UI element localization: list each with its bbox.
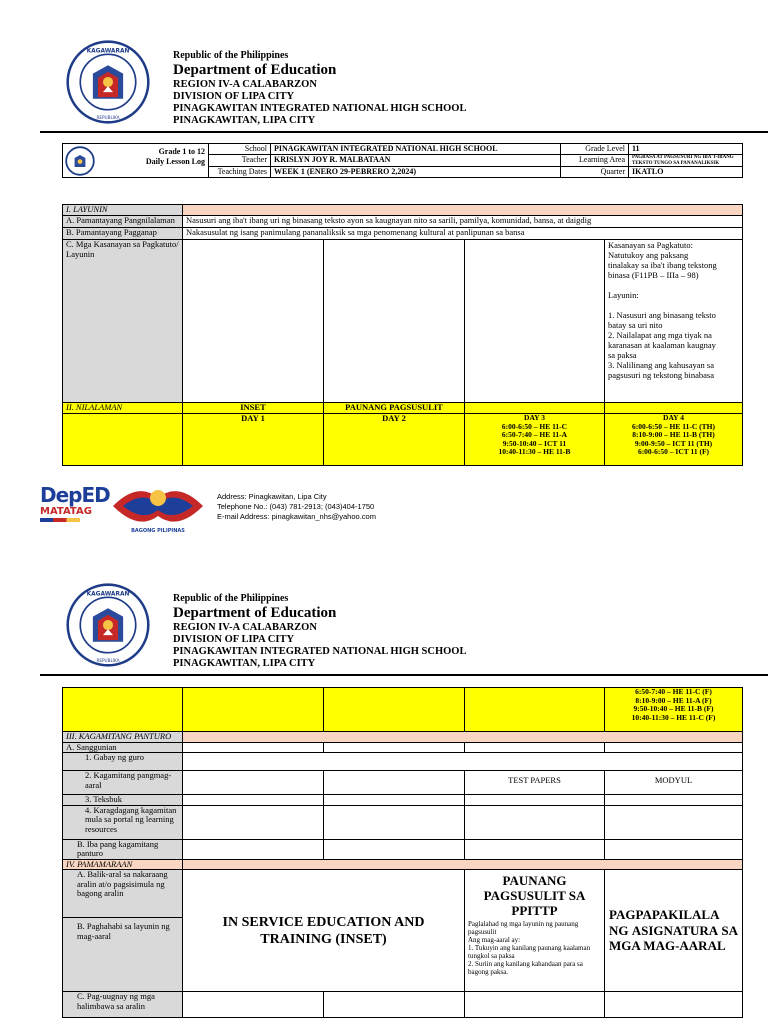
kasanayan-day2 — [324, 240, 465, 403]
kasanayan-line — [608, 280, 739, 290]
letterhead — [173, 50, 466, 127]
deped-seal-page2 — [66, 583, 150, 667]
bagong-pilipinas-logo — [108, 476, 208, 536]
department-text: Department of Education — [173, 62, 337, 78]
iba-pang-label: B. Iba pang kagamitang panturo — [63, 839, 183, 859]
dll-title-2: Daily Lesson Log — [145, 157, 205, 166]
kasanayan-day4 — [605, 240, 743, 403]
pagganap-label: B. Pamantayang Pagganap — [63, 228, 183, 240]
kasanayan-line: binasa (F11PB – IIIa – 98) — [608, 270, 699, 280]
kasanayan-line — [608, 300, 739, 310]
kasanayan-line: tinalakay sa iba't ibang tekstong — [608, 260, 717, 270]
kasanayan-line: Natutukoy ang paksang — [608, 250, 689, 260]
pagpapakilala-cell: PAGPAPAKILALA NG ASIGNATURA SA MGA MAG-AARAL — [605, 870, 743, 992]
address-text: PINAGKAWITAN, LIPA CITY — [173, 115, 316, 126]
deped-matatag-logo — [40, 483, 110, 522]
lesson-table-p1 — [62, 204, 743, 466]
kasanayan-line: 1. Nasusuri ang binasang teksto — [608, 310, 716, 320]
sanggunian-label: A. Sanggunian — [63, 742, 183, 753]
day3-schedule-line: 9:50-10:40 – ICT 11 — [502, 438, 567, 448]
teacher-value: KRISLYN JOY R. MALBATAAN — [271, 155, 561, 167]
kagamitang-band — [183, 732, 743, 743]
kasanayan-line: karanasan at kaalaman kaugnay — [608, 340, 716, 350]
paunang-cell — [465, 870, 605, 992]
kasanayan-line: Kasanayan sa Pagkatuto: — [608, 240, 693, 250]
grade-label: Grade Level — [561, 144, 629, 155]
paunang-title: PAUNANG PAGSUSULIT SA PPITTP — [483, 873, 586, 918]
school-text-p2: PINAGKAWITAN INTEGRATED NATIONAL HIGH SCHOOL — [173, 646, 467, 657]
region-text-p2: REGION IV-A CALABARZON — [173, 622, 317, 633]
balik-aral-label: A. Balik-aral sa nakaraang aralin at/o pagsisimula ng bagong aralin — [63, 870, 183, 918]
svg-text:KAGAWARAN: KAGAWARAN — [86, 591, 130, 598]
day4-schedule-line-cont: 9:50-10:40 – HE 11-B (F) — [633, 704, 714, 713]
pamamaraan-heading: IV. PAMAMARAAN — [63, 859, 183, 870]
kasanayan-day3 — [465, 240, 605, 403]
day3-schedule-line: 6:00-6:50 – HE 11-C — [501, 421, 568, 431]
day4-schedule-line: 8:10-9:00 – HE 11-B (TH) — [632, 430, 715, 439]
kasanayan-line: 3. Nalilinang ang kahusayan sa — [608, 360, 714, 370]
deped-logo-text: DepED — [40, 483, 110, 507]
paunang-label: PAUNANG PAGSUSULIT — [324, 403, 465, 414]
p2-nil-label — [63, 688, 183, 732]
paghahabi-label: B. Paghahabi sa layunin ng mag-aaral — [63, 918, 183, 992]
school-label: School — [209, 144, 271, 155]
p2-day4-cell — [605, 688, 743, 732]
matatag-text: MATATAG — [40, 506, 92, 517]
kasanayan-line: batay sa uri nito — [608, 320, 663, 330]
pangnilalaman-label: A. Pamantayang Pangnilalaman — [63, 216, 183, 228]
svg-text:REPUBLIKA: REPUBLIKA — [96, 114, 120, 120]
division-text-p2: DIVISION OF LIPA CITY — [173, 634, 295, 645]
letterhead-page2 — [173, 593, 466, 670]
pagganap-text: Nakasusulat ng isang panimulang pananaliksik sa mga penomenang kultural at panlipunan sa bansa — [183, 228, 743, 240]
paunang-desc-line: Ang mag-aaral ay: — [468, 936, 521, 944]
dll-title-1: Grade 1 to 12 — [158, 147, 205, 156]
region-text: REGION IV-A CALABARZON — [173, 79, 317, 90]
paunang-desc-line: Paglalahad ng mga layunin ng paunang pagsusulit — [468, 920, 579, 936]
day4-schedule-line: 6:00-6:50 – HE 11-C (TH) — [632, 421, 715, 431]
kasanayan-line: Layunin: — [608, 290, 639, 300]
svg-text:REPUBLIKA: REPUBLIKA — [96, 657, 120, 663]
p2-nil-day2 — [324, 688, 465, 732]
layunin-heading: I. LAYUNIN — [63, 205, 183, 216]
nilalaman-day4-top — [605, 403, 743, 414]
address-text-p2: PINAGKAWITAN, LIPA CITY — [173, 658, 316, 669]
republic-text-p2: Republic of the Philippines — [173, 593, 289, 604]
grade-value: 11 — [629, 144, 743, 155]
p2-nil-day1 — [183, 688, 324, 732]
footer-email: E-mail Address: pinagkawitan_nhs@yahoo.com — [217, 512, 376, 521]
footer-contact — [217, 492, 376, 522]
kagamitang-heading: III. KAGAMITANG PANTURO — [63, 732, 183, 743]
area-value: PAGBASA AT PAGSUSURI NG IBA'T-IBANG TEKSTO TUNGO SA PANANALIKSIK — [629, 155, 743, 167]
day3-label: DAY 3 — [524, 413, 545, 422]
paunang-desc-line: 2. Suriin ang kanilang kahandaan para sa bagong paksa. — [468, 960, 583, 976]
layunin-band — [183, 205, 743, 216]
header-rule-page2 — [40, 674, 768, 676]
nilalaman-heading: II. NILALAMAN — [63, 403, 183, 414]
kasanayan-label: C. Mga Kasanayan sa Pagkatuto/ Layunin — [63, 240, 183, 403]
kasanayan-line: sa paksa — [608, 350, 637, 360]
school-value: PINAGKAWITAN INTEGRATED NATIONAL HIGH SCHOOL — [271, 144, 561, 155]
pamamaraan-band — [183, 859, 743, 870]
area-label: Learning Area — [561, 155, 629, 167]
day3-schedule-line: 10:40-11:30 – HE 11-B — [498, 447, 571, 456]
pag-uugnay-label: C. Pag-uugnay ng mga halimbawa sa aralin — [63, 992, 183, 1018]
gabay-label: 1. Gabay ng guro — [63, 753, 183, 771]
school-text: PINAGKAWITAN INTEGRATED NATIONAL HIGH SCHOOL — [173, 103, 467, 114]
paunang-desc-line: 1. Tukuyin ang kanilang paunang kaalaman tungkol sa paksa — [468, 944, 591, 960]
nilalaman-day3-top — [465, 403, 605, 414]
teksbuk-label: 3. Teksbuk — [63, 795, 183, 806]
day4-schedule-line-cont: 6:50-7:40 – HE 11-C (F) — [635, 687, 712, 696]
quarter-value: IKATLO — [629, 167, 743, 178]
footer-address: Address: Pinagkawitan, Lipa City — [217, 492, 327, 501]
lesson-table-p2 — [62, 687, 743, 1018]
dll-title-cell — [63, 144, 209, 178]
footer-phone: Telephone No.: (043) 781-2913; (043)404-1750 — [217, 502, 375, 511]
day4-label: DAY 4 — [663, 413, 684, 422]
karagdagang-label: 4. Karagdagang kagamitan mula sa portal ng learning resources — [63, 805, 183, 839]
header-rule — [40, 131, 768, 133]
kasanayan-line: pagsusuri ng tekstong binabasa — [608, 370, 714, 380]
kagamitang-pang-label: 2. Kagamitang pangmag-aaral — [63, 771, 183, 795]
teacher-label: Teacher — [209, 155, 271, 167]
test-papers: TEST PAPERS — [465, 771, 605, 795]
day2-label: DAY 2 — [324, 414, 465, 466]
department-text-p2: Department of Education — [173, 605, 337, 621]
info-table — [62, 143, 743, 178]
modyul: MODYUL — [605, 771, 743, 795]
kasanayan-day1 — [183, 240, 324, 403]
deped-seal-small-icon — [65, 146, 95, 176]
dates-label: Teaching Dates — [209, 167, 271, 178]
nilalaman-label-cell — [63, 414, 183, 466]
republic-text: Republic of the Philippines — [173, 50, 289, 61]
svg-text:KAGAWARAN: KAGAWARAN — [86, 48, 130, 55]
p2-nil-day3 — [465, 688, 605, 732]
bagong-pilipinas-text: BAGONG PILIPINAS — [131, 528, 185, 534]
day3-cell — [465, 414, 605, 466]
inset-label: INSET — [183, 403, 324, 414]
kasanayan-line: 2. Nailalapat ang mga tiyak na — [608, 330, 712, 340]
day4-schedule-line: 9:00-9:50 – ICT 11 (TH) — [634, 438, 713, 448]
day4-cell — [605, 414, 743, 466]
quarter-label: Quarter — [561, 167, 629, 178]
deped-seal — [66, 40, 150, 124]
dates-value: WEEK 1 (ENERO 29-PEBRERO 2,2024) — [271, 167, 561, 178]
pangnilalaman-text: Nasusuri ang iba't ibang uri ng binasang teksto ayon sa kaugnayan nito sa sarili, pamilya, komunidad, bansa, at daigdig — [183, 216, 743, 228]
day3-schedule-line: 6:50-7:40 – HE 11-A — [501, 430, 568, 439]
day4-schedule-line-cont: 10:40-11:30 – HE 11-C (F) — [631, 712, 716, 722]
inset-full-title: IN SERVICE EDUCATION AND TRAINING (INSET) — [183, 870, 465, 992]
day1-label: DAY 1 — [183, 414, 324, 466]
day4-schedule-line: 6:00-6:50 – ICT 11 (F) — [637, 447, 710, 456]
day4-schedule-line-cont: 8:10-9:00 – HE 11-A (F) — [635, 695, 712, 705]
division-text: DIVISION OF LIPA CITY — [173, 91, 295, 102]
